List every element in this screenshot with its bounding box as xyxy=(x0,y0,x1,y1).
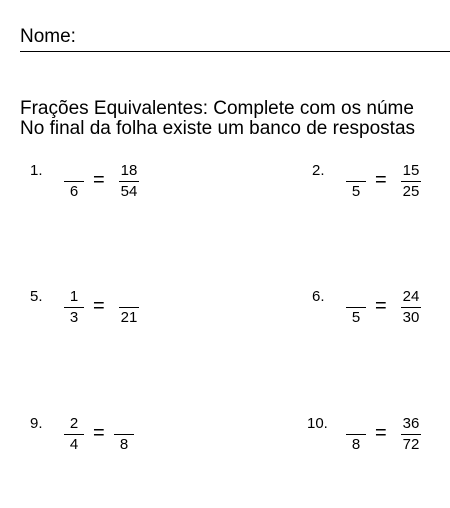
fraction-bar xyxy=(64,181,84,182)
left-fraction xyxy=(64,162,84,201)
right-fraction xyxy=(401,415,421,454)
fraction-bar xyxy=(114,434,134,435)
left-numerator: 2 xyxy=(69,415,79,432)
equals-sign: = xyxy=(375,295,387,317)
left-denominator: 4 xyxy=(69,436,79,453)
problem-number: 9. xyxy=(30,415,43,432)
left-numerator-blank[interactable] xyxy=(346,415,366,433)
right-denominator: 54 xyxy=(120,183,138,200)
fraction-bar xyxy=(119,181,139,182)
fraction-bar xyxy=(119,307,139,308)
fraction-bar xyxy=(401,434,421,435)
left-denominator: 8 xyxy=(351,436,361,453)
right-fraction xyxy=(119,162,139,201)
name-input-line[interactable] xyxy=(20,51,450,52)
left-numerator-blank[interactable] xyxy=(346,162,366,180)
problem-number: 2. xyxy=(312,162,325,179)
right-denominator: 25 xyxy=(402,183,420,200)
right-numerator: 36 xyxy=(402,415,420,432)
left-fraction xyxy=(346,288,366,327)
fraction-bar xyxy=(64,434,84,435)
problem-number: 6. xyxy=(312,288,325,305)
right-denominator: 21 xyxy=(120,309,138,326)
right-numerator: 15 xyxy=(402,162,420,179)
left-denominator: 5 xyxy=(351,183,361,200)
equals-sign: = xyxy=(93,422,105,444)
fraction-bar xyxy=(346,307,366,308)
left-fraction xyxy=(346,162,366,201)
problem-number: 10. xyxy=(307,415,328,432)
right-fraction xyxy=(401,288,421,327)
left-denominator: 6 xyxy=(69,183,79,200)
fraction-bar xyxy=(401,181,421,182)
equals-sign: = xyxy=(93,295,105,317)
right-fraction xyxy=(119,288,139,327)
problem-number: 5. xyxy=(30,288,43,305)
instructions xyxy=(20,99,415,139)
left-numerator-blank[interactable] xyxy=(346,288,366,306)
left-denominator: 5 xyxy=(351,309,361,326)
fraction-bar xyxy=(64,307,84,308)
right-fraction xyxy=(114,415,134,454)
left-fraction xyxy=(64,415,84,454)
fraction-bar xyxy=(401,307,421,308)
right-fraction xyxy=(401,162,421,201)
right-numerator: 24 xyxy=(402,288,420,305)
problem-number: 1. xyxy=(30,162,43,179)
left-numerator: 1 xyxy=(69,288,79,305)
equals-sign: = xyxy=(375,422,387,444)
left-fraction xyxy=(64,288,84,327)
right-denominator: 30 xyxy=(402,309,420,326)
right-denominator: 8 xyxy=(119,436,129,453)
left-numerator-blank[interactable] xyxy=(64,162,84,180)
right-numerator: 18 xyxy=(120,162,138,179)
left-fraction xyxy=(346,415,366,454)
equals-sign: = xyxy=(375,169,387,191)
right-numerator-blank[interactable] xyxy=(119,288,139,306)
instructions-line-1: Frações Equivalentes: Complete com os núme xyxy=(20,98,414,119)
right-denominator: 72 xyxy=(402,436,420,453)
equals-sign: = xyxy=(93,169,105,191)
name-label: Nome: xyxy=(20,26,76,47)
fraction-bar xyxy=(346,181,366,182)
left-denominator: 3 xyxy=(69,309,79,326)
fraction-bar xyxy=(346,434,366,435)
right-numerator-blank[interactable] xyxy=(114,415,134,433)
instructions-line-2: No final da folha existe um banco de respostas xyxy=(20,118,416,139)
